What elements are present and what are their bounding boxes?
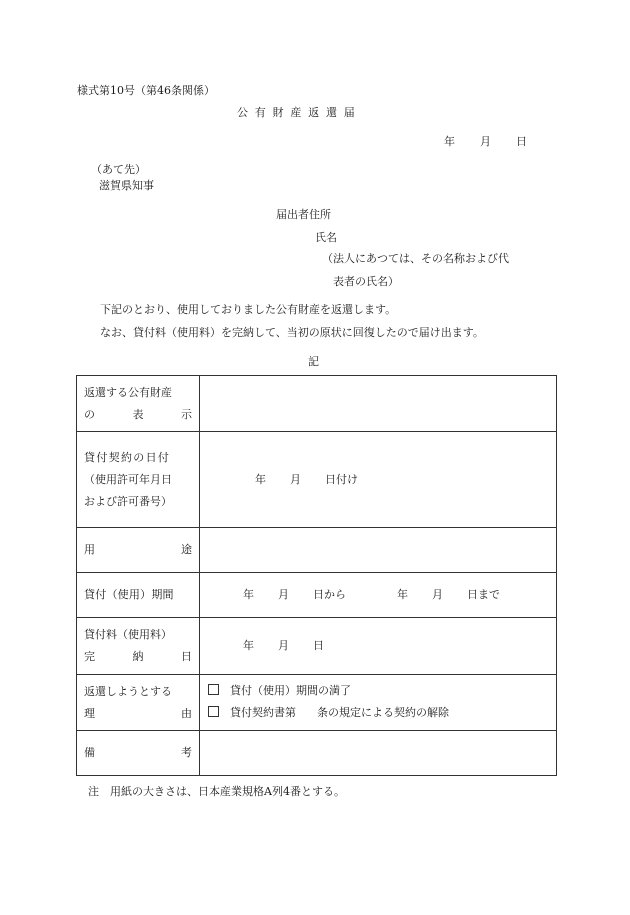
- addressee-prefix: （あて先）: [91, 163, 146, 176]
- contract-month: 月: [290, 473, 301, 486]
- row-purpose: [77, 528, 557, 573]
- applicant-note-line2: 表者の氏名）: [333, 275, 399, 288]
- value-period[interactable]: [200, 573, 557, 618]
- label-remarks: [77, 731, 200, 776]
- label-char: 備: [84, 746, 95, 759]
- row-contract-date: [77, 432, 557, 528]
- label-char: 由: [181, 706, 192, 720]
- contract-year: 年: [255, 473, 266, 486]
- label-char: 日: [181, 650, 192, 663]
- reason-option-termination-label-a: 貸付契約書第: [230, 706, 296, 719]
- applicant-note-line1: （法人にあつては、その名称および代: [322, 252, 509, 265]
- ki-heading: 記: [308, 355, 319, 368]
- label-char: 理: [84, 706, 95, 720]
- label-reason-line2: [84, 703, 192, 725]
- value-remarks[interactable]: [200, 731, 557, 776]
- reason-option-expiry[interactable]: [208, 684, 351, 698]
- period-start-month: 月: [278, 588, 289, 601]
- label-property-line1: 返還する公有財産: [84, 385, 172, 399]
- label-contract-date-line2: （使用許可年月日: [84, 472, 172, 486]
- label-remarks-line: [84, 742, 192, 764]
- addressee-name: 滋賀県知事: [99, 179, 154, 192]
- label-payment-line2: [84, 646, 192, 668]
- row-property: [77, 376, 557, 432]
- date-day: 日: [516, 135, 527, 148]
- label-char: 考: [181, 746, 192, 759]
- date-year: 年: [444, 135, 455, 148]
- label-contract-date: [77, 432, 200, 528]
- payment-day: 日: [313, 639, 324, 652]
- value-contract-date[interactable]: [200, 432, 557, 528]
- reason-option-expiry-label: 貸付（使用）期間の満了: [230, 684, 351, 697]
- label-char: の: [84, 407, 95, 421]
- applicant-address-label: 届出者住所: [276, 208, 331, 221]
- label-reason-line1: 返還しようとする: [84, 684, 172, 698]
- label-property-line2: [84, 404, 192, 426]
- label-contract-date-line1: 貸付契約の日付: [84, 450, 171, 464]
- period-end-year: 年: [397, 588, 408, 601]
- label-char: 表: [132, 407, 144, 421]
- row-period: [77, 573, 557, 618]
- value-payment-date[interactable]: [200, 618, 557, 675]
- label-period-text: 貸付（使用）期間: [84, 588, 174, 601]
- value-reason: [200, 675, 557, 731]
- period-start-year: 年: [243, 588, 254, 601]
- label-purpose: [77, 528, 200, 573]
- payment-year: 年: [243, 639, 254, 652]
- label-char: 完: [84, 650, 95, 663]
- value-purpose[interactable]: [200, 528, 557, 573]
- value-property[interactable]: [200, 376, 557, 432]
- footnote: 注 用紙の大きさは、日本産業規格A列4番とする。: [88, 785, 345, 798]
- label-purpose-line: [84, 539, 192, 561]
- label-char: 用: [84, 543, 95, 556]
- checkbox-icon[interactable]: [208, 706, 219, 717]
- body-line1: 下記のとおり、使用しておりました公有財産を返還します。: [100, 303, 397, 316]
- period-end-month: 月: [432, 588, 443, 601]
- label-reason: [77, 675, 200, 731]
- return-form-table: [76, 375, 557, 776]
- checkbox-icon[interactable]: [208, 684, 219, 695]
- label-contract-date-line3: および許可番号）: [84, 494, 172, 508]
- row-remarks: [77, 731, 557, 776]
- label-char: 途: [181, 543, 192, 556]
- label-period: [77, 573, 200, 618]
- label-payment-line1: 貸付料（使用料）: [84, 628, 172, 641]
- row-reason: [77, 675, 557, 731]
- reason-option-termination[interactable]: [208, 706, 449, 720]
- period-start-day: 日から: [313, 588, 346, 601]
- row-payment-date: [77, 618, 557, 675]
- body-line2: なお、貸付料（使用料）を完納して、当初の原状に回復したので届け出ます。: [100, 326, 484, 339]
- date-month: 月: [480, 135, 491, 148]
- reason-option-termination-label-b: 条の規定による契約の解除: [317, 706, 449, 719]
- form-number: 様式第10号（第46条関係）: [77, 84, 215, 97]
- applicant-name-label: 氏名: [315, 231, 337, 244]
- label-char: 示: [181, 407, 192, 421]
- label-char: 納: [132, 650, 144, 663]
- label-property: [77, 376, 200, 432]
- payment-month: 月: [278, 639, 289, 652]
- period-end-day: 日まで: [467, 588, 500, 601]
- form-title: 公 有 財 産 返 還 届: [237, 106, 357, 119]
- label-payment-date: [77, 618, 200, 675]
- contract-day: 日付け: [325, 473, 358, 486]
